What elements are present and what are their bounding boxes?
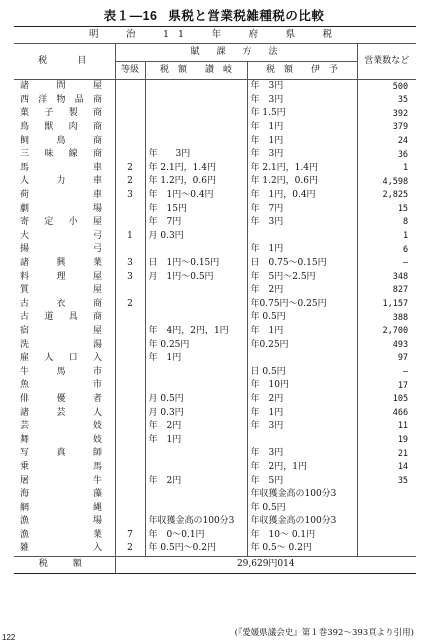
sanuki-tax-cell: 月 0.5円 <box>145 393 247 407</box>
item-name <box>14 474 115 488</box>
grade-cell <box>115 311 145 325</box>
item-name <box>14 80 115 94</box>
item-name-text: 馬 車 <box>20 162 102 173</box>
table-caption: 県税と営業税雑種税の比較 <box>168 8 325 23</box>
iyo-tax-cell: 年 2円，1円 <box>247 461 357 475</box>
grade-cell: 3 <box>115 189 145 203</box>
business-count-cell: 827 <box>357 284 416 298</box>
sanuki-header: 税 額 讃 岐 <box>145 62 247 80</box>
table-row <box>14 433 416 447</box>
iyo-tax-cell: 年 0.5円 <box>247 501 357 515</box>
iyo-tax-cell: 年 0.5〜 0.2円 <box>247 542 357 556</box>
item-name <box>14 488 115 502</box>
business-count-cell: 500 <box>357 80 416 94</box>
business-count-cell: 11 <box>357 420 416 434</box>
item-name <box>14 406 115 420</box>
sanuki-tax-cell <box>145 284 247 298</box>
table-row <box>14 107 416 121</box>
iyo-tax-cell: 年 5円〜2.5円 <box>247 270 357 284</box>
business-count-cell: 21 <box>357 447 416 461</box>
iyo-tax-cell: 年 3円 <box>247 148 357 162</box>
grade-cell <box>115 406 145 420</box>
business-count-cell: 2,700 <box>357 325 416 339</box>
grade-cell: 2 <box>115 175 145 189</box>
sanuki-tax-cell: 月 0.3円 <box>145 230 247 244</box>
grade-cell <box>115 216 145 230</box>
iyo-tax-cell: 年 1円 <box>247 243 357 257</box>
table-row <box>14 175 416 189</box>
item-name <box>14 311 115 325</box>
item-name <box>14 501 115 515</box>
table-row <box>14 80 416 94</box>
business-count-cell: 388 <box>357 311 416 325</box>
business-count-cell: 4,598 <box>357 175 416 189</box>
item-name <box>14 529 115 543</box>
table-row <box>14 121 416 135</box>
assessment-method-header: 賦 課 方 法 <box>115 44 357 62</box>
sanuki-tax-cell <box>145 365 247 379</box>
item-name-text: 三 味 線 商 <box>20 149 102 160</box>
table-row <box>14 529 416 543</box>
sanuki-tax-cell: 月 0.3円 <box>145 406 247 420</box>
grade-cell: 3 <box>115 270 145 284</box>
sanuki-tax-cell <box>145 311 247 325</box>
item-name-text: 芸 妓 <box>20 421 102 432</box>
iyo-tax-cell: 年 3円 <box>247 447 357 461</box>
table-row <box>14 134 416 148</box>
sanuki-tax-cell <box>145 447 247 461</box>
sanuki-tax-cell <box>145 488 247 502</box>
item-name <box>14 447 115 461</box>
item-name <box>14 420 115 434</box>
sanuki-tax-cell: 年 4円，2円，1円 <box>145 325 247 339</box>
item-name-text: 写 真 師 <box>20 448 102 459</box>
item-name-text: 寄 定 小 屋 <box>20 217 102 228</box>
item-name-text: 雑 入 <box>20 543 102 554</box>
sanuki-tax-cell: 年 0.5円〜0.2円 <box>145 542 247 556</box>
sanuki-tax-cell <box>145 298 247 312</box>
table-row <box>14 542 416 556</box>
grade-cell <box>115 379 145 393</box>
item-name-text: 料 理 屋 <box>20 271 102 282</box>
grade-cell: 2 <box>115 298 145 312</box>
item-name <box>14 257 115 271</box>
iyo-tax-cell: 日 0.75〜0.15円 <box>247 257 357 271</box>
sanuki-tax-cell <box>145 461 247 475</box>
item-name <box>14 284 115 298</box>
table-row <box>14 202 416 216</box>
sanuki-tax-cell: 年 15円 <box>145 202 247 216</box>
iyo-tax-cell <box>247 433 357 447</box>
item-name-text: 漁 場 <box>20 516 102 527</box>
sanuki-tax-cell <box>145 379 247 393</box>
item-name <box>14 202 115 216</box>
iyo-tax-cell: 年 1.5円 <box>247 107 357 121</box>
table-row <box>14 94 416 108</box>
table-row <box>14 420 416 434</box>
business-count-cell: 35 <box>357 94 416 108</box>
grade-cell <box>115 148 145 162</box>
table-row <box>14 379 416 393</box>
grade-cell: 3 <box>115 257 145 271</box>
item-name <box>14 393 115 407</box>
item-name-text: 古 衣 商 <box>20 298 102 309</box>
table-row <box>14 488 416 502</box>
table-row <box>14 338 416 352</box>
total-value: 29,629円014 <box>115 556 416 573</box>
item-name-text: 質 屋 <box>20 285 102 296</box>
item-name-text: 揚 弓 <box>20 244 102 255</box>
table-row <box>14 474 416 488</box>
business-count-cell: 348 <box>357 270 416 284</box>
grade-cell: 2 <box>115 542 145 556</box>
business-count-cell: 493 <box>357 338 416 352</box>
item-name-text: 乗 馬 <box>20 461 102 472</box>
iyo-tax-cell <box>247 230 357 244</box>
table-body <box>14 80 416 557</box>
item-name-text: 諸 芸 人 <box>20 407 102 418</box>
sanuki-tax-cell: 年 2.1円，1.4円 <box>145 162 247 176</box>
item-name <box>14 461 115 475</box>
sanuki-tax-cell: 年 2円 <box>145 420 247 434</box>
iyo-tax-cell: 年 0.5円 <box>247 311 357 325</box>
grade-cell <box>115 447 145 461</box>
grade-cell: 1 <box>115 230 145 244</box>
grade-cell <box>115 393 145 407</box>
business-count-cell: 1 <box>357 162 416 176</box>
item-name <box>14 379 115 393</box>
source-citation: (『愛媛県議会史』第１巻392〜393頁より引用) <box>234 628 414 638</box>
item-name <box>14 338 115 352</box>
item-name-text: 飼 鳥 商 <box>20 135 102 146</box>
item-name <box>14 121 115 135</box>
item-name-text: 屠 牛 <box>20 475 102 486</box>
table-number: 表１—16 <box>103 9 158 23</box>
iyo-tax-cell: 年 7円 <box>247 202 357 216</box>
iyo-tax-cell: 年収獲金高の100分3 <box>247 515 357 529</box>
grade-cell <box>115 501 145 515</box>
item-name-text: 劇 場 <box>20 203 102 214</box>
business-count-header: 営業数など <box>357 44 416 80</box>
grade-cell <box>115 121 145 135</box>
item-name <box>14 107 115 121</box>
item-name-text: 大 弓 <box>20 230 102 241</box>
total-label: 税 額 <box>14 556 115 573</box>
grade-cell <box>115 433 145 447</box>
item-name-text: 西 洋 物 品 商 <box>20 94 102 105</box>
grade-cell <box>115 352 145 366</box>
grade-cell <box>115 420 145 434</box>
table-row <box>14 230 416 244</box>
item-name <box>14 298 115 312</box>
item-name <box>14 175 115 189</box>
grade-cell <box>115 515 145 529</box>
business-count-cell: 6 <box>357 243 416 257</box>
business-count-cell: 24 <box>357 134 416 148</box>
sanuki-tax-cell: 年 3円 <box>145 148 247 162</box>
grade-cell <box>115 325 145 339</box>
grade-cell <box>115 134 145 148</box>
table-row <box>14 325 416 339</box>
item-name <box>14 365 115 379</box>
sanuki-tax-cell <box>145 121 247 135</box>
grade-cell <box>115 488 145 502</box>
sanuki-tax-cell <box>145 134 247 148</box>
business-count-cell: 36 <box>357 148 416 162</box>
table-row <box>14 162 416 176</box>
business-count-cell: — <box>357 365 416 379</box>
sanuki-tax-cell: 年 1円 <box>145 433 247 447</box>
business-count-cell: 379 <box>357 121 416 135</box>
business-count-cell: 17 <box>357 379 416 393</box>
item-name-text: 雇 人 口 入 <box>20 353 102 364</box>
sanuki-tax-cell: 月 1円〜0.5円 <box>145 270 247 284</box>
table-title <box>0 6 428 24</box>
business-count-cell <box>357 488 416 502</box>
grade-cell: 7 <box>115 529 145 543</box>
item-name-text: 俳 優 者 <box>20 393 102 404</box>
item-name-text: 牛 馬 市 <box>20 366 102 377</box>
sanuki-tax-cell: 年 0.25円 <box>145 338 247 352</box>
iyo-tax-cell: 年 3円 <box>247 94 357 108</box>
business-count-cell: 97 <box>357 352 416 366</box>
grade-cell <box>115 94 145 108</box>
item-name-text: 舞 妓 <box>20 434 102 445</box>
iyo-tax-cell: 日 0.5円 <box>247 365 357 379</box>
item-name-text: 荷 車 <box>20 190 102 201</box>
sanuki-tax-cell: 年 7円 <box>145 216 247 230</box>
period-header: 明 治 11 年 府 県 税 <box>14 27 416 44</box>
table-row <box>14 461 416 475</box>
sanuki-tax-cell: 年収獲金高の100分3 <box>145 515 247 529</box>
item-name <box>14 148 115 162</box>
item-name-text: 漁 業 <box>20 529 102 540</box>
item-name-text: 菓 子 製 商 <box>20 108 102 119</box>
table-row <box>14 515 416 529</box>
business-count-cell: 35 <box>357 474 416 488</box>
grade-cell <box>115 474 145 488</box>
business-count-cell: 8 <box>357 216 416 230</box>
iyo-tax-cell: 年 5円 <box>247 474 357 488</box>
business-count-cell: 19 <box>357 433 416 447</box>
item-name-text: 洗 湯 <box>20 339 102 350</box>
business-count-cell <box>357 529 416 543</box>
item-name <box>14 162 115 176</box>
table-row <box>14 406 416 420</box>
business-count-cell: 466 <box>357 406 416 420</box>
iyo-tax-cell: 年収獲金高の100分3 <box>247 488 357 502</box>
iyo-tax-cell: 年 1円 <box>247 325 357 339</box>
sanuki-tax-cell <box>145 501 247 515</box>
table-row <box>14 365 416 379</box>
sanuki-tax-cell: 年 1.2円，0.6円 <box>145 175 247 189</box>
item-name <box>14 189 115 203</box>
business-count-cell: 1 <box>357 230 416 244</box>
business-count-cell: 15 <box>357 202 416 216</box>
iyo-tax-cell: 年 3円 <box>247 80 357 94</box>
iyo-tax-cell: 年 1円 <box>247 406 357 420</box>
item-name-text: 魚 市 <box>20 380 102 391</box>
item-column-header: 税 目 <box>14 44 115 80</box>
sanuki-tax-cell <box>145 80 247 94</box>
item-name <box>14 352 115 366</box>
business-count-cell: 392 <box>357 107 416 121</box>
table-row <box>14 447 416 461</box>
business-count-cell: 2,825 <box>357 189 416 203</box>
iyo-tax-cell: 年 3円 <box>247 420 357 434</box>
iyo-tax-cell: 年 2円 <box>247 393 357 407</box>
table-row <box>14 148 416 162</box>
iyo-tax-cell: 年 10円 <box>247 379 357 393</box>
table-row <box>14 298 416 312</box>
grade-cell: 2 <box>115 162 145 176</box>
item-name-text: 網 縄 <box>20 502 102 513</box>
table-row <box>14 216 416 230</box>
iyo-tax-cell: 年 1円 <box>247 121 357 135</box>
sanuki-tax-cell: 年 0〜0.1円 <box>145 529 247 543</box>
sanuki-tax-cell: 日 1円〜0.15円 <box>145 257 247 271</box>
iyo-tax-cell: 年 1円，0.4円 <box>247 189 357 203</box>
item-name <box>14 134 115 148</box>
item-name-text: 諸 興 業 <box>20 258 102 269</box>
grade-cell <box>115 461 145 475</box>
sanuki-tax-cell <box>145 94 247 108</box>
business-count-cell <box>357 542 416 556</box>
iyo-header: 税 額 伊 予 <box>247 62 357 80</box>
item-name <box>14 325 115 339</box>
item-name <box>14 230 115 244</box>
item-name-text: 古 道 具 商 <box>20 312 102 323</box>
table-row <box>14 393 416 407</box>
table-row <box>14 189 416 203</box>
iyo-tax-cell: 年0.75円〜0.25円 <box>247 298 357 312</box>
item-name <box>14 243 115 257</box>
table-row <box>14 352 416 366</box>
iyo-tax-cell: 年0.25円 <box>247 338 357 352</box>
item-name <box>14 433 115 447</box>
table-row <box>14 270 416 284</box>
sanuki-tax-cell: 年 1円〜0.4円 <box>145 189 247 203</box>
table-row <box>14 311 416 325</box>
page-number: 122 <box>2 633 16 642</box>
business-count-cell: — <box>357 257 416 271</box>
business-count-cell <box>357 515 416 529</box>
grade-cell <box>115 107 145 121</box>
table-row <box>14 257 416 271</box>
item-name-text: 海 藻 <box>20 489 102 500</box>
item-name-text: 人 力 車 <box>20 176 102 187</box>
grade-cell <box>115 80 145 94</box>
business-count-cell: 14 <box>357 461 416 475</box>
tax-comparison-table <box>14 26 416 574</box>
sanuki-tax-cell: 年 1円 <box>145 352 247 366</box>
iyo-tax-cell: 年 2円 <box>247 284 357 298</box>
iyo-tax-cell: 年 1.2円，0.6円 <box>247 175 357 189</box>
grade-header: 等級 <box>115 62 145 80</box>
table-row <box>14 501 416 515</box>
grade-cell <box>115 284 145 298</box>
iyo-tax-cell: 年 3円 <box>247 216 357 230</box>
sanuki-tax-cell <box>145 243 247 257</box>
business-count-cell: 105 <box>357 393 416 407</box>
grade-cell <box>115 243 145 257</box>
grade-cell <box>115 365 145 379</box>
sanuki-tax-cell: 年 2円 <box>145 474 247 488</box>
item-name-text: 鳥 獣 肉 商 <box>20 122 102 133</box>
item-name <box>14 270 115 284</box>
business-count-cell <box>357 501 416 515</box>
table-row <box>14 284 416 298</box>
sanuki-tax-cell <box>145 107 247 121</box>
item-name <box>14 515 115 529</box>
iyo-tax-cell: 年 2.1円，1.4円 <box>247 162 357 176</box>
item-name <box>14 542 115 556</box>
item-name <box>14 216 115 230</box>
business-count-cell: 1,157 <box>357 298 416 312</box>
iyo-tax-cell: 年 10〜 0.1円 <box>247 529 357 543</box>
item-name <box>14 94 115 108</box>
item-name-text: 諸 問 屋 <box>20 81 102 92</box>
iyo-tax-cell <box>247 352 357 366</box>
iyo-tax-cell: 年 1円 <box>247 134 357 148</box>
grade-cell <box>115 202 145 216</box>
table-row <box>14 243 416 257</box>
item-name-text: 宿 屋 <box>20 325 102 336</box>
grade-cell <box>115 338 145 352</box>
